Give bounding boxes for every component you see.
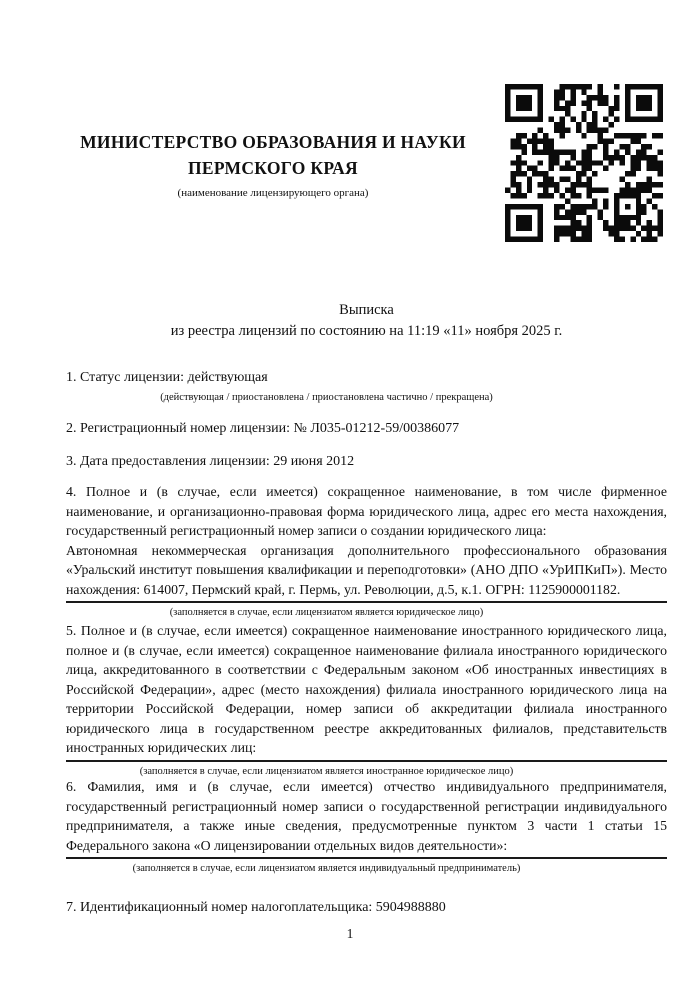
item-foreign-entity [66,621,667,778]
item-legal-entity [66,482,667,619]
individual-entrepreneur-blank-line [66,857,667,859]
license-status-options-note: (действующая / приостановлена / приостановлена частично / прекращена) [160,392,493,403]
individual-entrepreneur-note: (заполняется в случае, если лицензиатом является индивидуальный предприниматель) [132,863,521,874]
ministry-name-line1: МИНИСТЕРСТВО ОБРАЗОВАНИЯ И НАУКИ [80,132,466,152]
foreign-entity-question: 5. Полное и (в случае, если имеется) сокращенное наименование иностранного юридического лица, полное и (в случае, если имеется) сокращенное наименование филиала иностранного юридического лица, аккредитованного в соответствии с Федеральным законом «Об иностранных инвестициях в Российской Федерации», адрес (место нахождения) филиала иностранного юридического лица на территории Российской Федерации, номер записи об аккредитации филиала иностранного юридического лица в государственном реестре аккредитованных филиалов, представительств иностранных юридических лиц: [66,623,667,755]
registration-number-text: 2. Регистрационный номер лицензии: № Л035-01212-59/00386077 [66,421,460,436]
taxpayer-id-text: 7. Идентификационный номер налогоплательщика: 5904988880 [66,900,446,915]
ministry-name-line2: ПЕРМСКОГО КРАЯ [188,158,358,178]
item-registration-number [66,419,667,439]
item-taxpayer-id [66,898,667,918]
item-grant-date [66,452,667,472]
title-line1: Выписка [339,302,394,318]
item-license-status [66,368,667,404]
legal-entity-question: 4. Полное и (в случае, если имеется) сокращенное наименование, в том числе фирменное наименование, и организационно-правовая форма юридического лица, адрес его места нахождения, государственный регистрационный номер записи о создании юридического лица: [66,484,667,538]
qr-code-icon [505,84,663,242]
item-individual-entrepreneur [66,777,667,875]
individual-entrepreneur-question: 6. Фамилия, имя и (в случае, если имеется) отчество индивидуального предпринимателя, государственный регистрационный номер записи о государственной регистрации индивидуального предпринимателя, а также иные сведения, предусмотренные пунктом 3 части 1 статьи 15 Федерального закона «О лицензировании отдельных видов деятельности»: [66,779,667,853]
grant-date-text: 3. Дата предоставления лицензии: 29 июня 2012 [66,454,355,469]
document-title [66,300,667,342]
licensing-authority-header [66,129,480,200]
license-status-text: 1. Статус лицензии: действующая [66,370,268,385]
legal-entity-answer: Автономная некоммерческая организация дополнительного профессионального образования «Уральский институт повышения квалификации и переподготовки» (АНО ДПО «УрИПКиП»). Место нахождения: 614007, Пермский край, г. Пермь, ул. Революции, д.5, к.1. ОГРН: 1125900001182. [66,541,667,604]
foreign-entity-note: (заполняется в случае, если лицензиатом является иностранное юридическое лицо) [139,765,514,777]
title-line2: из реестра лицензий по состоянию на 11:19 «11» ноября 2025 г. [170,323,563,339]
foreign-entity-blank-line [66,760,667,762]
ministry-caption: (наименование лицензирующего органа) [177,187,369,199]
page-number: 1 [346,926,354,941]
legal-entity-note: (заполняется в случае, если лицензиатом является юридическое лицо) [169,607,484,618]
